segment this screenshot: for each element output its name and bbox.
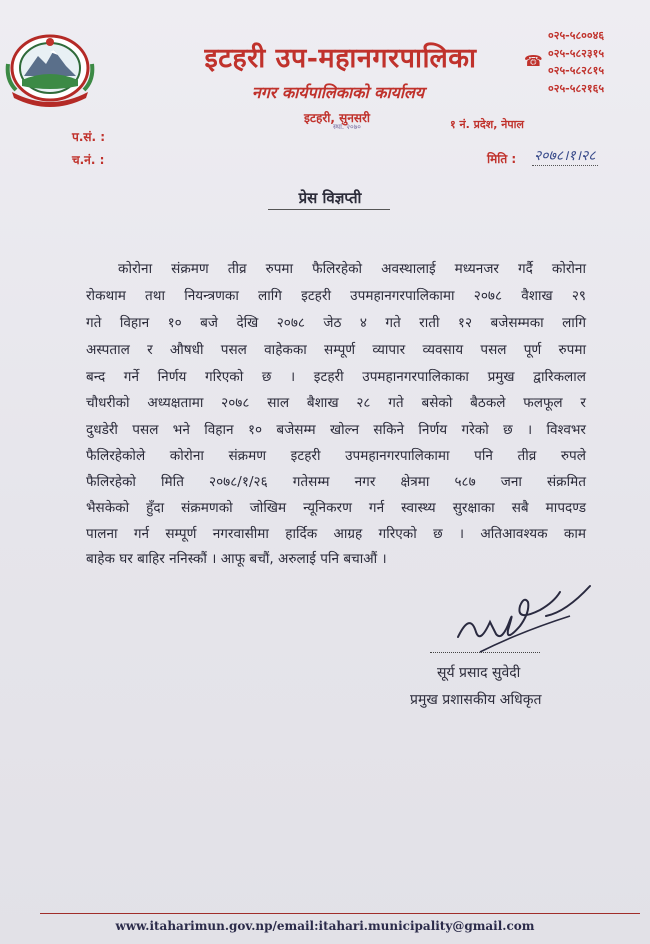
established-note: स्था. २०७० [333,123,361,131]
phone-numbers [548,27,604,97]
date-value: २०७८।१।२८ [534,148,596,164]
province-label: १ नं. प्रदेश, नेपाल [450,118,524,131]
body-line: बन्द गर्ने निर्णय गरिएको छ । इटहरी उपमहानगरपालिकाका प्रमुख द्वारिकलाल [86,369,586,385]
body-line: बाहेक घर बाहिर ननिस्कौं । आफू बचौं, अरुलाई पनि बचाऔं । [86,551,387,567]
body-line: भैसकेको हुँदा संक्रमणको जोखिम न्यूनिकरण गर्न स्वास्थ्य सुरक्षाका सबै मापदण्ड [86,500,586,516]
body-line: चौधरीको अध्यक्षतामा २०७८ साल बैशाख २८ गते बसेको बैठकले फलफूल र [86,395,586,411]
signatory-name: सूर्य प्रसाद सुवेदी [437,665,521,681]
body-line: फैलिरहेको मिति २०७८/१/२६ गतेसम्म नगर क्षेत्रमा ५८७ जना संक्रमित [86,474,586,490]
ps-label: प.सं. : [72,130,106,144]
phone-number: ०२५-५८२१६५ [548,81,605,95]
municipality-title: इटहरी उप-महानगरपालिका [204,43,477,74]
body-line: अस्पताल र औषधी पसल वाहेकका सम्पूर्ण व्यापार व्यवसाय पसल पूर्ण रुपमा [86,342,586,358]
cn-label: च.नं. : [72,153,105,167]
signature [450,582,600,662]
office-subtitle: नगर कार्यपालिकाको कार्यालय [251,83,425,102]
signature-line [430,652,540,653]
phone-number: ०२५-५८२३१५ [548,46,605,60]
body-line: फैलिरहेकोले कोरोना संक्रमण इटहरी उपमहानगरपालिकामा पनि तीव्र रुपले [86,448,586,464]
heading-underline [268,209,390,210]
footer-contact: www.itaharimun.gov.np/email:itahari.municipality@gmail.com [115,919,535,933]
date-label: मिति : [487,152,517,166]
phone-number: ०२५-५८२८१५ [548,64,605,77]
body-line: पालना गर्न सम्पूर्ण नगरवासीमा हार्दिक आग्रह गरिएको छ । अतिआवश्यक काम [86,526,586,542]
signatory-title: प्रमुख प्रशासकीय अधिकृत [410,692,542,708]
phone-number: ०२५-५८००४६ [548,29,605,42]
body-line: कोरोना संक्रमण तीव्र रुपमा फैलिरहेको अवस्थालाई मध्यनजर गर्दै कोरोना [118,261,586,277]
telephone-icon: ☎ [524,52,543,70]
body-line: गते विहान १० बजे देखि २०७८ जेठ ४ गते राती १२ बजेसम्मका लागि [86,315,586,331]
body-line: दुधडेरी पसल भने विहान १० बजेसम्म खोल्न सकिने निर्णय गरेको छ । विश्वभर [86,422,586,438]
notice-heading: प्रेस विज्ञप्ती [298,189,362,207]
office-address: इटहरी, सुनसरी [304,111,370,125]
body-line: रोकथाम तथा नियन्त्रणका लागि इटहरी उपमहानगरपालिकामा २०७८ वैशाख २९ [86,288,586,304]
municipality-emblem [4,28,96,112]
footer-divider [40,913,640,914]
